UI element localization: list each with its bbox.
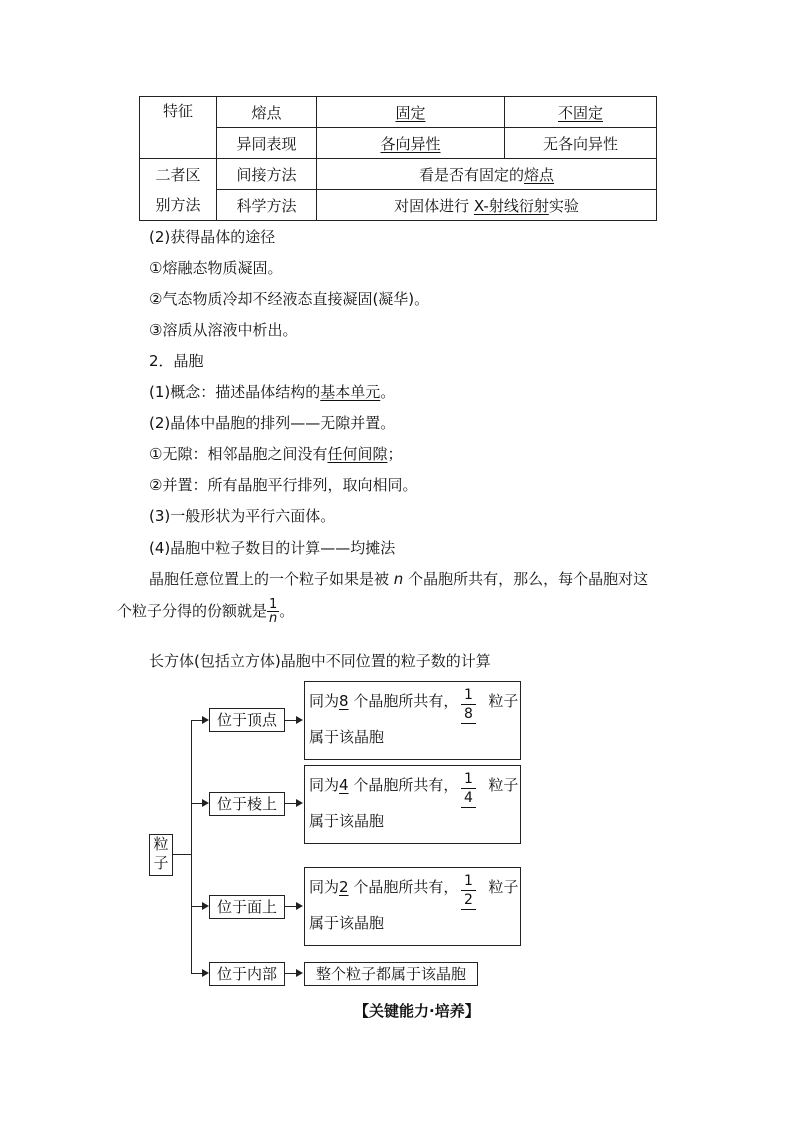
table-cell: 异同表现 — [217, 128, 317, 159]
result-line: 同为2 个晶胞所共有， 粒子 — [309, 878, 519, 896]
fraction: $\frac{1}{n}$ — [269, 597, 278, 626]
table-cell: 间接方法 — [217, 159, 317, 190]
text-line: (4)晶胞中粒子数目的计算——均摊法 — [149, 539, 396, 557]
arrow-icon — [296, 969, 303, 977]
result-box-vertex — [304, 681, 521, 760]
branch-label-edge: 位于棱上 — [209, 792, 285, 816]
text-line: ②气态物质冷却不经液态直接凝固(凝华)。 — [149, 290, 430, 308]
root-box — [149, 834, 173, 876]
text-line: ②并置：所有晶胞平行排列，取向相同。 — [149, 476, 418, 494]
fraction: 1 4 — [461, 772, 476, 808]
result-line: 属于该晶胞 — [309, 812, 385, 830]
table-cell: 别方法 — [140, 190, 217, 221]
arrow-icon — [296, 716, 303, 724]
arrow-icon — [202, 902, 209, 910]
text-line: ①熔融态物质凝固。 — [149, 259, 283, 277]
table-row — [140, 159, 657, 190]
paragraph-line: 个粒子分得的份额就是 $\frac{1}{n}$ 。 — [117, 597, 295, 626]
paragraph-line: 晶胞任意位置上的一个粒子如果是被 n 个晶胞所共有，那么，每个晶胞对这 — [149, 570, 649, 588]
text-line: 长方体(包括立方体)晶胞中不同位置的粒子数的计算 — [149, 652, 491, 670]
table-cell: 科学方法 — [217, 190, 317, 221]
result-box-interior: 整个粒子都属于该晶胞 — [304, 962, 478, 986]
arrow-icon — [202, 716, 209, 724]
table-cell: 固定 — [317, 97, 505, 128]
arrow-icon — [202, 799, 209, 807]
table-cell: 无各向异性 — [505, 128, 657, 159]
result-line: 属于该晶胞 — [309, 728, 385, 746]
comparison-table — [139, 96, 657, 221]
result-line: 同为4 个晶胞所共有， 粒子 — [309, 776, 519, 794]
table-row — [140, 97, 657, 128]
arrow-icon — [296, 799, 303, 807]
section-heading: 2．晶胞 — [149, 352, 204, 370]
text-line: (2)获得晶体的途径 — [149, 228, 276, 246]
fraction: 1 2 — [461, 874, 476, 910]
table-row — [140, 128, 657, 159]
connector-line — [172, 854, 191, 855]
result-line: 属于该晶胞 — [309, 914, 385, 932]
table-cell: 二者区 — [140, 159, 217, 190]
branch-label-vertex: 位于顶点 — [209, 708, 285, 732]
root-label-bottom: 子 — [153, 854, 169, 872]
section-footer-heading: 【关键能力·培养】 — [354, 1002, 480, 1020]
fraction: 1 8 — [461, 688, 476, 724]
root-label-top: 粒 — [153, 835, 169, 853]
result-box-edge — [304, 765, 521, 844]
result-box-face — [304, 867, 521, 946]
text-line: (3)一般形状为平行六面体。 — [149, 507, 336, 525]
text-line: (1)概念：描述晶体结构的基本单元。 — [149, 383, 396, 401]
table-cell: 不固定 — [505, 97, 657, 128]
table-cell: 熔点 — [217, 97, 317, 128]
branch-label-face: 位于面上 — [209, 895, 285, 919]
table-cell: 对固体进行 X-射线衍射实验 — [317, 190, 657, 221]
branch-label-interior: 位于内部 — [209, 962, 285, 986]
connector-line — [191, 720, 192, 974]
arrow-icon — [202, 969, 209, 977]
arrow-icon — [296, 902, 303, 910]
table-cell: 各向异性 — [317, 128, 505, 159]
result-line: 同为8 个晶胞所共有， 粒子 — [309, 692, 519, 710]
table-row — [140, 190, 657, 221]
text-line: (2)晶体中晶胞的排列——无隙并置。 — [149, 414, 396, 432]
text-line: ①无隙：相邻晶胞之间没有任何间隙； — [149, 445, 403, 463]
text-line: ③溶质从溶液中析出。 — [149, 321, 298, 339]
table-cell: 特征 — [140, 97, 217, 159]
table-cell: 看是否有固定的熔点 — [317, 159, 657, 190]
